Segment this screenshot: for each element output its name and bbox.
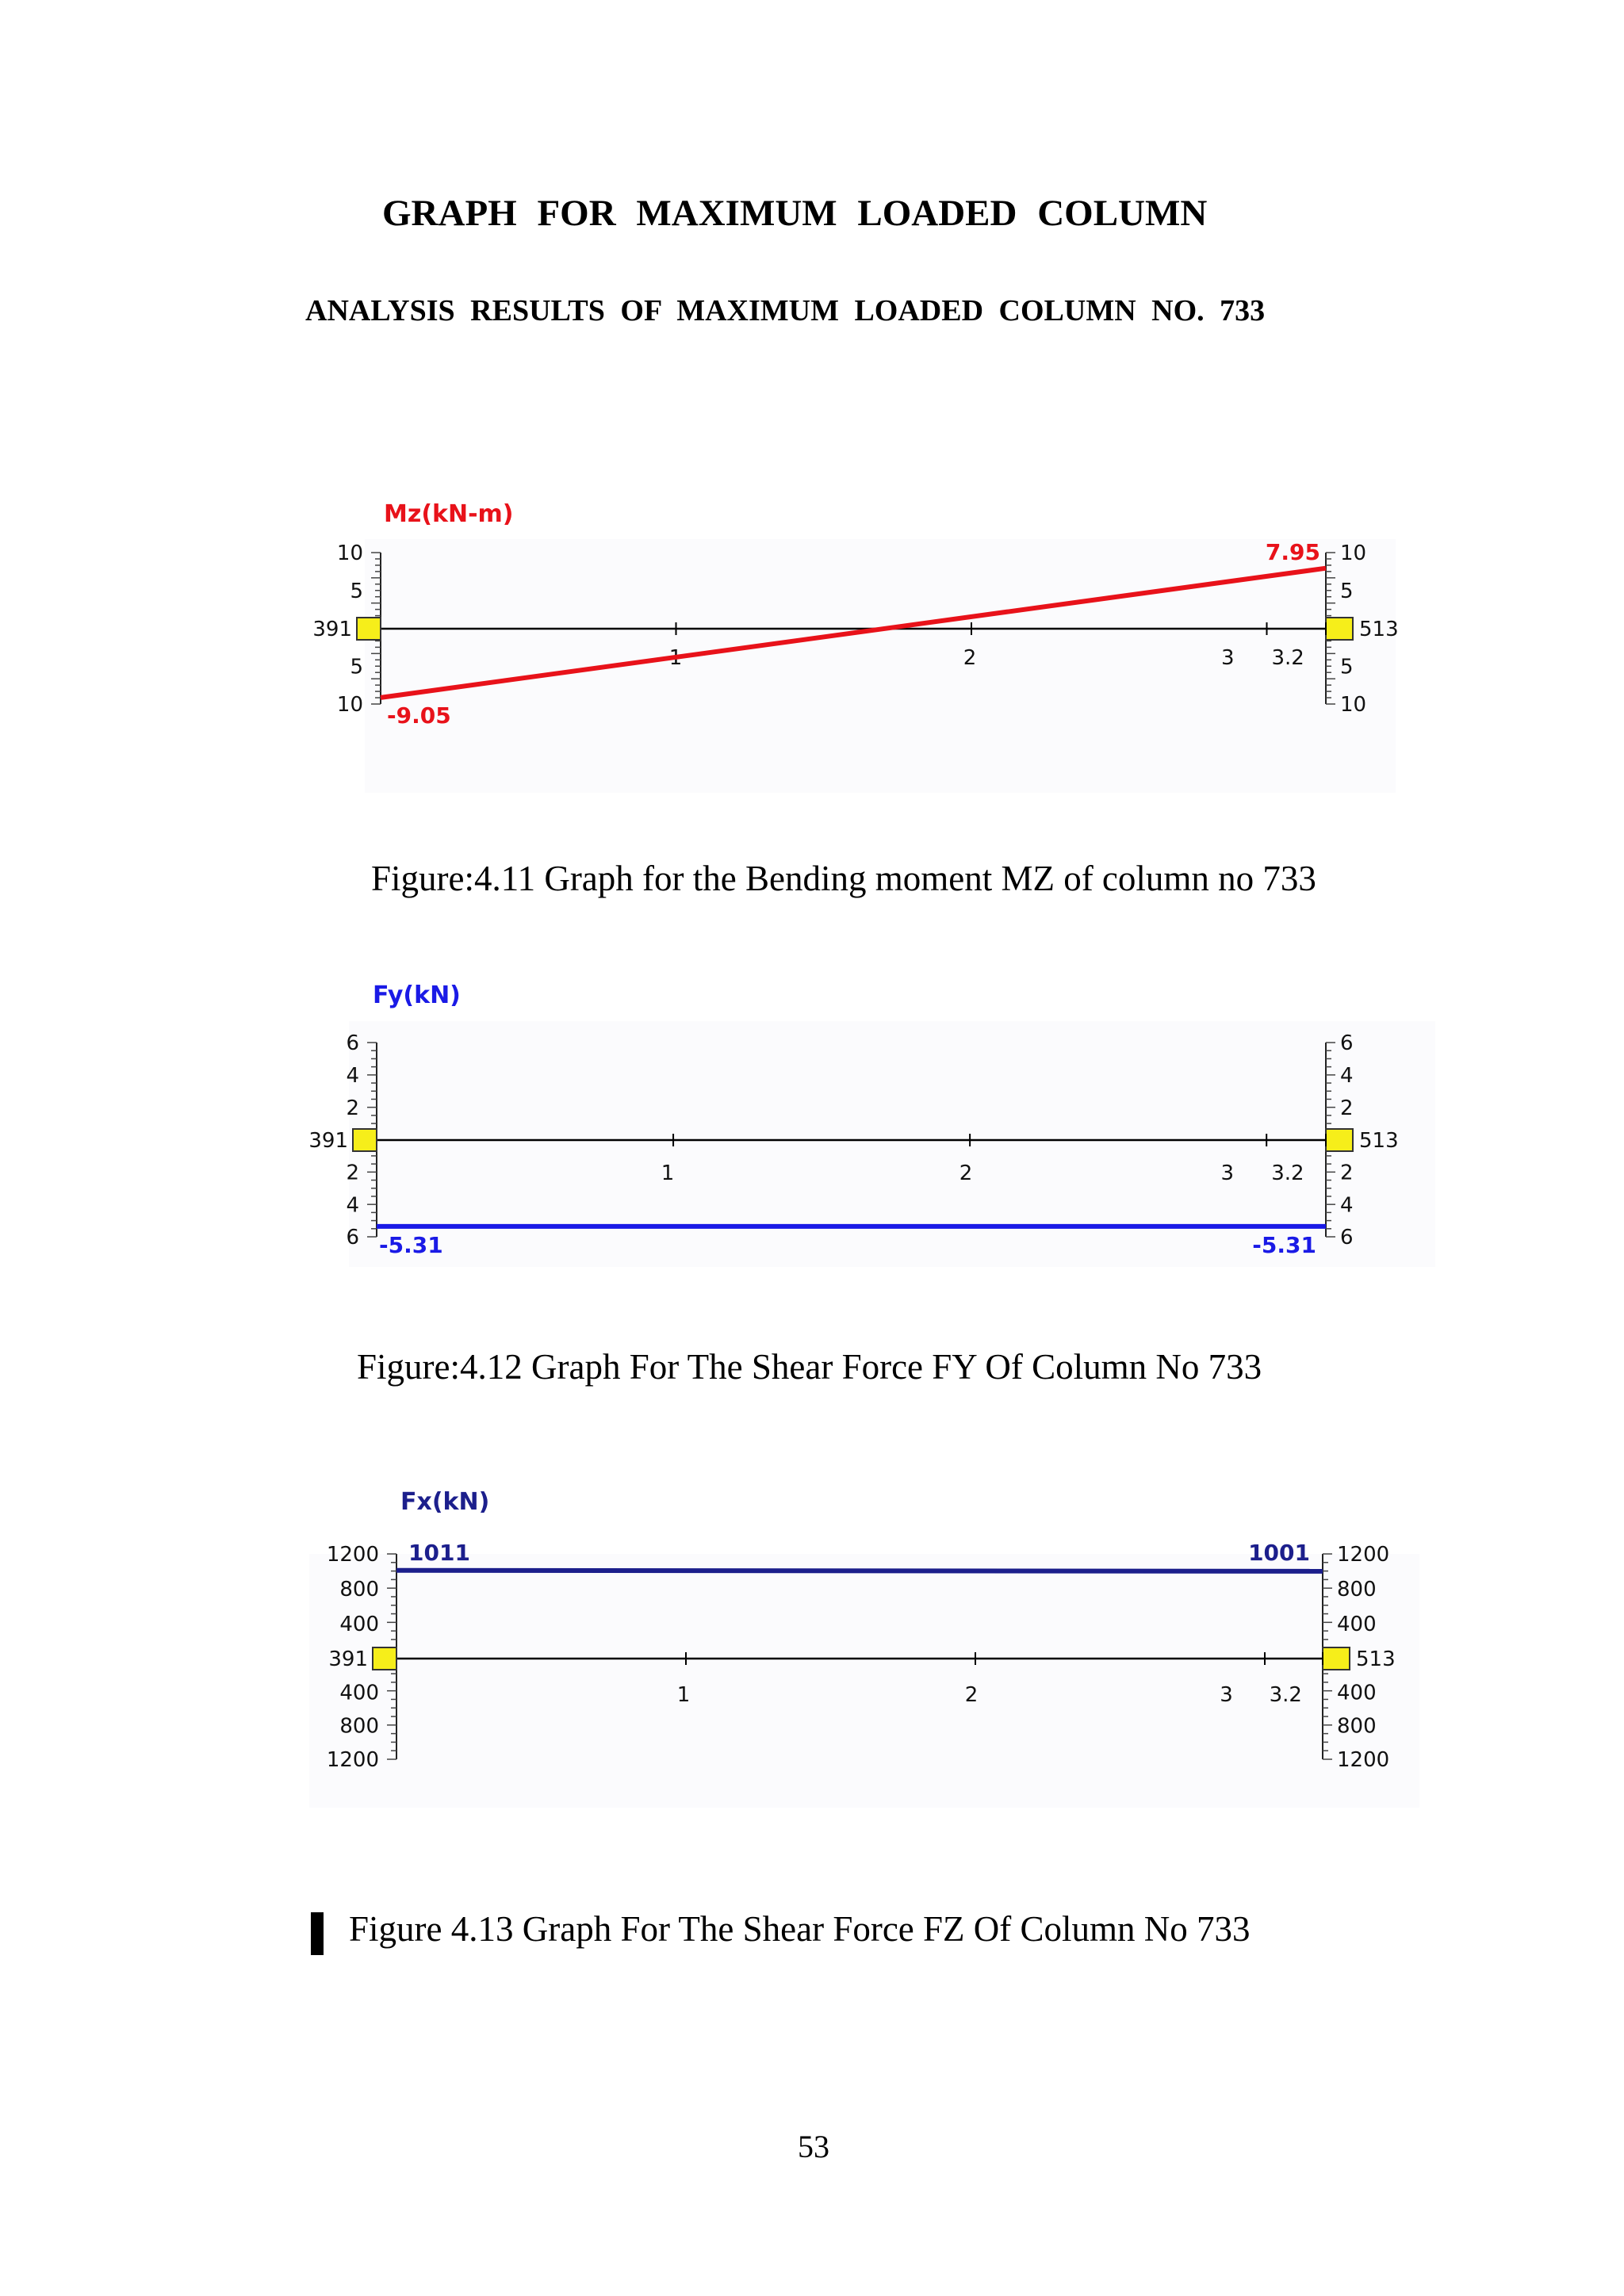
chart3-title: Fx(kN) (400, 1488, 490, 1516)
chart1-xtick-label: 1 (668, 646, 683, 670)
chart3-ytick-left: 1200 (326, 1748, 379, 1772)
figure-caption-fx: Figure 4.13 Graph For The Shear Force FZ Of Column No 733 (349, 1909, 1251, 1949)
figure-caption-mz: Figure:4.11 Graph for the Bending moment MZ of column no 733 (371, 859, 1316, 898)
text-cursor-mark (311, 1912, 324, 1955)
chart3-ytick-right: 400 (1337, 1613, 1377, 1636)
chart1-xtick-label: 2 (963, 646, 977, 670)
chart2-ytick-left: 4 (346, 1193, 359, 1218)
chart1-node-label-right: 513 (1359, 618, 1399, 641)
page-subheading: ANALYSIS RESULTS OF MAXIMUM LOADED COLUMN NO. 733 (305, 294, 1266, 327)
chart1-xtick-label: 3 (1220, 646, 1235, 670)
chart1-panel (365, 539, 1396, 793)
chart3-xtick-label: 3.2 (1269, 1683, 1302, 1707)
chart1-node-label-left: 391 (312, 618, 352, 641)
chart1-value-label-start: -9.05 (387, 702, 451, 729)
chart2-ytick-right: 2 (1340, 1096, 1354, 1120)
chart1-value-label-end: 7.95 (1265, 539, 1320, 565)
chart2-title: Fy(kN) (373, 982, 461, 1009)
chart1-ytick-right: 10 (1340, 541, 1367, 565)
chart2-ytick-right: 4 (1340, 1193, 1354, 1218)
chart3-xtick-label: 2 (964, 1683, 979, 1707)
chart1-xtick-label: 3.2 (1271, 646, 1304, 670)
chart2-ytick-right: 2 (1340, 1161, 1354, 1185)
chart3-ytick-right: 400 (1337, 1681, 1377, 1705)
chart2-ytick-right: 6 (1340, 1226, 1354, 1249)
chart2-xtick-label: 3 (1220, 1161, 1235, 1185)
chart3-value-label-end: 1001 (1248, 1540, 1310, 1566)
chart2-node-label-right: 513 (1359, 1129, 1399, 1153)
chart3-ytick-left: 400 (339, 1613, 379, 1636)
chart1-title: Mz(kN-m) (384, 500, 514, 528)
chart3-value-label-start: 1011 (408, 1540, 470, 1566)
chart3-node-box-left (373, 1647, 396, 1670)
chart3-node-label-left: 391 (328, 1647, 368, 1671)
chart2-xtick-label: 3.2 (1271, 1161, 1304, 1185)
chart3-xtick-label: 1 (676, 1683, 691, 1707)
chart3-node-label-right: 513 (1356, 1647, 1396, 1671)
chart1-ytick-left: 10 (336, 541, 363, 565)
chart2-ytick-right: 4 (1340, 1064, 1354, 1088)
chart3-ytick-left: 400 (339, 1681, 379, 1705)
chart3-ytick-right: 1200 (1337, 1543, 1390, 1567)
chart2-ytick-left: 2 (346, 1096, 359, 1120)
chart2-ytick-left: 4 (346, 1064, 359, 1088)
chart2-ytick-right: 6 (1340, 1031, 1354, 1055)
page-number: 53 (798, 2129, 829, 2164)
chart2-xtick-label: 1 (661, 1161, 675, 1185)
chart3-node-box-right (1323, 1647, 1350, 1670)
chart1-ytick-right: 10 (1340, 693, 1367, 717)
chart2-value-label-end: -5.31 (1252, 1232, 1316, 1258)
chart1-ytick-right: 5 (1340, 655, 1354, 679)
chart3-ytick-right: 800 (1337, 1578, 1377, 1601)
chart2-panel (349, 1021, 1435, 1267)
chart2-value-label-start: -5.31 (379, 1232, 443, 1258)
chart3-panel (309, 1554, 1419, 1808)
chart2-ytick-left: 6 (346, 1031, 359, 1055)
chart3-ytick-right: 1200 (1337, 1748, 1390, 1772)
chart2-node-label-left: 391 (308, 1129, 348, 1153)
chart1-ytick-right: 5 (1340, 580, 1354, 603)
chart2-xtick-label: 2 (959, 1161, 973, 1185)
chart2-ytick-left: 6 (346, 1226, 359, 1249)
chart1-node-box-right (1326, 618, 1353, 640)
page-heading: GRAPH FOR MAXIMUM LOADED COLUMN (382, 193, 1208, 234)
chart3-xtick-label: 3 (1220, 1683, 1233, 1707)
chart1-ytick-left: 5 (350, 580, 363, 603)
chart3-ytick-left: 800 (339, 1578, 379, 1601)
chart1-ytick-left: 5 (350, 655, 363, 679)
chart2-ytick-left: 2 (346, 1161, 359, 1185)
chart3-ytick-left: 1200 (326, 1543, 379, 1567)
chart1-node-box-left (357, 618, 381, 640)
chart1-ytick-left: 10 (336, 693, 363, 717)
chart3-ytick-right: 800 (1337, 1714, 1377, 1739)
chart3-ytick-left: 800 (339, 1714, 379, 1739)
chart2-node-box-left (353, 1129, 377, 1151)
figure-caption-fy: Figure:4.12 Graph For The Shear Force FY Of Column No 733 (357, 1347, 1262, 1387)
chart2-node-box-right (1326, 1129, 1353, 1151)
